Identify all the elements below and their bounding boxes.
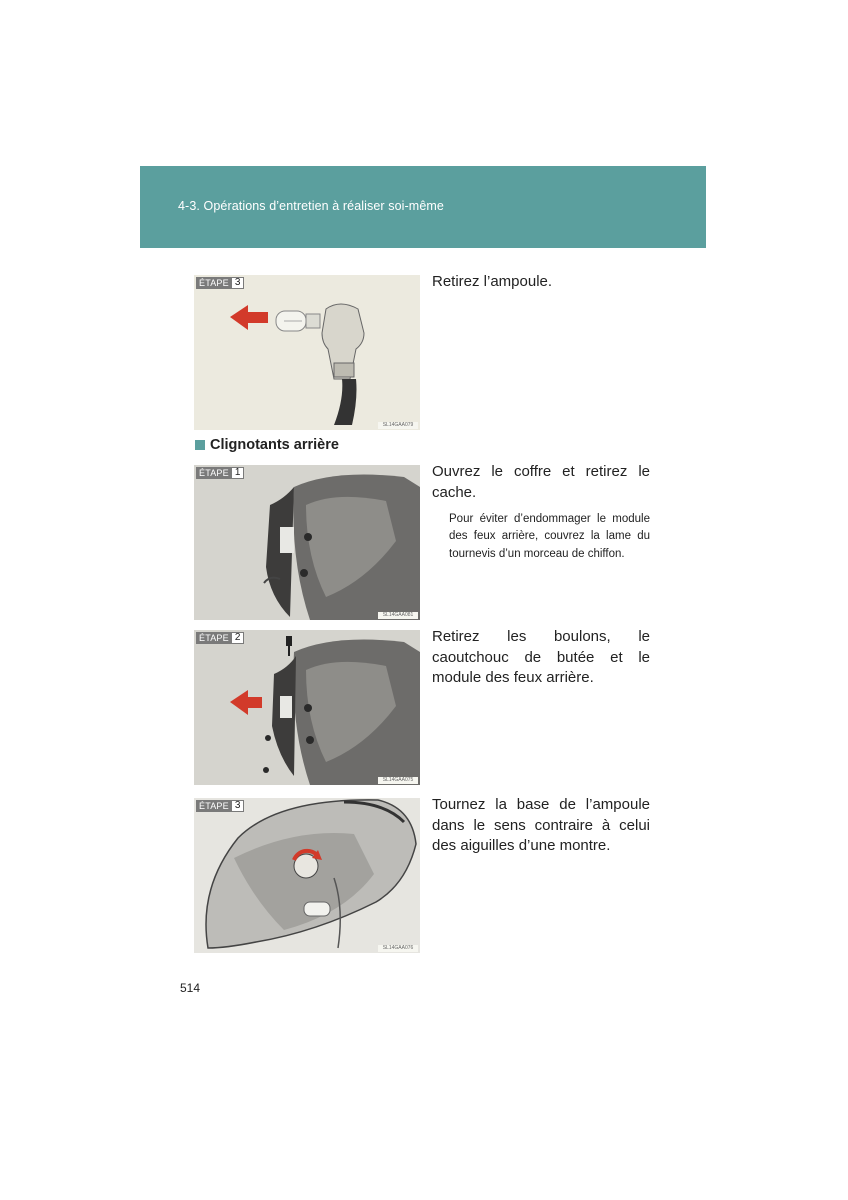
step-tag-word: ÉTAPE <box>196 277 232 289</box>
step-instruction: Retirez l’ampoule. <box>432 273 553 290</box>
figure-step3-bulb-base-rotate <box>194 798 420 953</box>
bulb-base-rotate-illustration-icon <box>194 798 420 953</box>
step-tag <box>196 632 244 644</box>
figure-code: SL14GAA076 <box>378 945 418 952</box>
rear-lamp-removal-illustration-icon <box>194 630 420 785</box>
step-instruction: Tournez la base de l’ampoule dans le sens contraire à celui des aiguilles d’une montre. <box>432 796 650 854</box>
chapter-header-band <box>140 166 706 248</box>
section-heading <box>195 437 339 453</box>
step-tag-word: ÉTAPE <box>196 467 232 479</box>
step-tag-number: 3 <box>232 800 245 812</box>
chapter-title: 4-3. Opérations d’entretien à réaliser soi-même <box>178 199 444 213</box>
figure-code: SL14GAA081 <box>378 612 418 619</box>
step-tag <box>196 277 244 289</box>
step-tag-number: 3 <box>232 277 245 289</box>
trunk-cover-illustration-icon <box>194 465 420 620</box>
step-tag-number: 2 <box>232 632 245 644</box>
figure-code: SL14GAA075 <box>378 777 418 784</box>
step-tag <box>196 800 244 812</box>
figure-code: SL14GAA079 <box>378 422 418 429</box>
step-tag <box>196 467 244 479</box>
bulb-removal-illustration-icon <box>194 275 420 430</box>
step-tag-word: ÉTAPE <box>196 632 232 644</box>
step-note: Pour éviter d’endommager le module des feux arrière, couvrez la lame du tournevis d’un morceau de chiffon. <box>449 513 650 560</box>
step-instruction: Retirez les boulons, le caoutchouc de butée et le module des feux arrière. <box>432 628 650 686</box>
step-instruction: Ouvrez le coffre et retirez le cache. <box>432 463 650 501</box>
step-tag-number: 1 <box>232 467 245 479</box>
figure-step2-rear-lamp-removal <box>194 630 420 785</box>
figure-step3-bulb-removal <box>194 275 420 430</box>
figure-step1-trunk-cover <box>194 465 420 620</box>
step-tag-word: ÉTAPE <box>196 800 232 812</box>
section-heading-text: Clignotants arrière <box>210 437 339 453</box>
page-number: 514 <box>180 981 201 995</box>
section-square-icon <box>195 440 205 450</box>
